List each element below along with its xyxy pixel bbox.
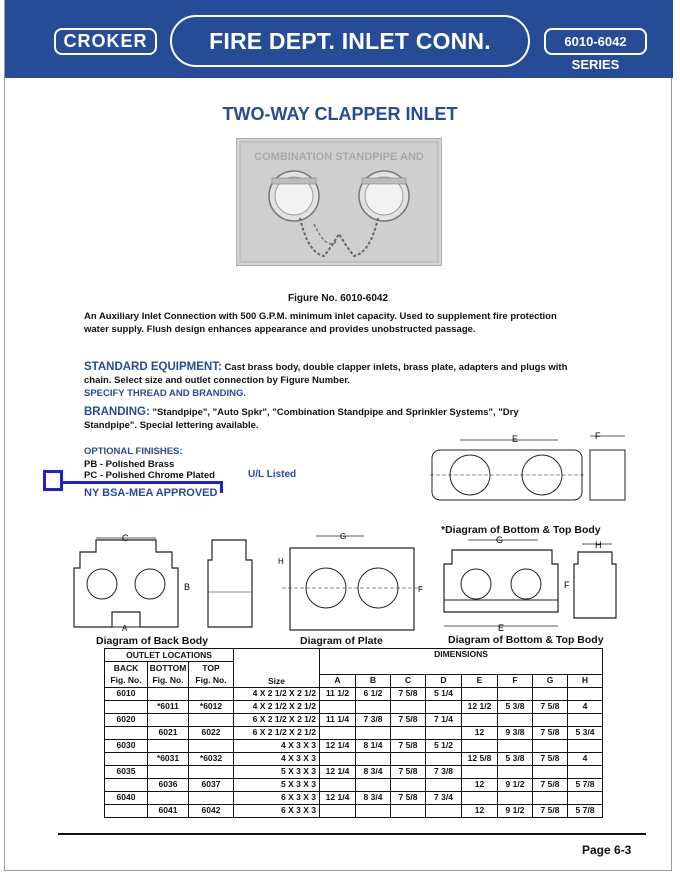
table-cell: 4 bbox=[568, 752, 603, 765]
selection-underline bbox=[63, 481, 223, 484]
page-title: FIRE DEPT. INLET CONN. FLUSH TYPE bbox=[170, 15, 530, 67]
specification-table bbox=[104, 648, 603, 818]
table-cell: 12 1/2 bbox=[462, 700, 498, 713]
footer-rule bbox=[58, 833, 646, 835]
table-cell: 4 X 3 X 3 bbox=[234, 752, 320, 765]
thread-branding-note: SPECIFY THREAD AND BRANDING. bbox=[84, 388, 247, 399]
table-cell bbox=[568, 791, 603, 804]
table-cell: *6032 bbox=[189, 752, 234, 765]
back-fig-header: Fig. No. bbox=[105, 674, 148, 687]
table-cell: 12 bbox=[462, 726, 498, 739]
table-cell: 6040 bbox=[105, 791, 148, 804]
dim-header-b: B bbox=[356, 674, 391, 687]
table-cell: 7 1/4 bbox=[426, 713, 462, 726]
table-cell bbox=[568, 739, 603, 752]
page-number: Page 6-3 bbox=[582, 843, 632, 857]
plate-lettering: COMBINATION STANDPIPE AND bbox=[254, 151, 424, 163]
table-cell bbox=[148, 687, 189, 700]
size-header: Size bbox=[234, 649, 320, 688]
table-cell bbox=[568, 713, 603, 726]
table-cell bbox=[320, 726, 356, 739]
table-cell: 12 1/4 bbox=[320, 765, 356, 778]
table-cell bbox=[105, 752, 148, 765]
table-cell: 12 bbox=[462, 778, 498, 791]
standard-equipment-label: STANDARD EQUIPMENT: bbox=[84, 361, 222, 373]
table-cell bbox=[533, 687, 568, 700]
table-cell bbox=[105, 726, 148, 739]
table-cell: 11 1/2 bbox=[320, 687, 356, 700]
table-cell: 6036 bbox=[148, 778, 189, 791]
table-cell: 7 5/8 bbox=[391, 687, 426, 700]
table-cell bbox=[462, 713, 498, 726]
table-cell bbox=[105, 778, 148, 791]
table-cell: 12 1/4 bbox=[320, 791, 356, 804]
standard-equipment bbox=[84, 361, 584, 387]
table-cell bbox=[189, 765, 234, 778]
table-cell: 6041 bbox=[148, 804, 189, 817]
table-cell: 6010 bbox=[105, 687, 148, 700]
back-dim-b: B bbox=[184, 582, 191, 592]
table-row bbox=[105, 739, 603, 752]
plate-dim-g: G bbox=[340, 532, 347, 541]
table-cell: 6037 bbox=[189, 778, 234, 791]
table-cell bbox=[356, 726, 391, 739]
table-cell: 7 5/8 bbox=[391, 739, 426, 752]
table-cell: 6022 bbox=[189, 726, 234, 739]
table-cell: 4 X 3 X 3 bbox=[234, 739, 320, 752]
dim-label-f: F bbox=[595, 431, 601, 441]
dim-header-e: E bbox=[462, 674, 498, 687]
table-cell bbox=[189, 739, 234, 752]
table-cell bbox=[533, 791, 568, 804]
finish-pb: PB - Polished Brass bbox=[84, 459, 175, 470]
table-cell bbox=[391, 752, 426, 765]
dim-header-g: G bbox=[533, 674, 568, 687]
table-cell: 5 3/8 bbox=[498, 752, 533, 765]
dimensions-header: DIMENSIONS bbox=[320, 649, 603, 675]
table-row bbox=[105, 726, 603, 739]
table-cell: 12 bbox=[462, 804, 498, 817]
table-row bbox=[105, 713, 603, 726]
table-cell: 9 1/2 bbox=[498, 804, 533, 817]
table-row bbox=[105, 687, 603, 700]
back-dim-a: A bbox=[122, 624, 128, 632]
description: An Auxiliary Inlet Connection with 500 G.P.M. minimum inlet capacity. Used to supplement fire protection water supply. Flush design enhances appearance and provides unobstructed passage. bbox=[84, 311, 557, 335]
bottom-header: BOTTOM bbox=[148, 662, 189, 675]
plate-dim-f: F bbox=[418, 585, 423, 594]
dim-header-f: F bbox=[498, 674, 533, 687]
table-cell bbox=[356, 778, 391, 791]
table-cell: 7 5/8 bbox=[533, 700, 568, 713]
bt-dim-h: H bbox=[595, 540, 602, 550]
back-dim-c: C bbox=[122, 533, 129, 543]
table-cell: 7 5/8 bbox=[391, 765, 426, 778]
table-cell bbox=[462, 687, 498, 700]
dim-header-a: A bbox=[320, 674, 356, 687]
table-row bbox=[105, 791, 603, 804]
table-cell: 6 X 2 1/2 X 2 1/2 bbox=[234, 726, 320, 739]
table-cell bbox=[568, 687, 603, 700]
table-cell: 7 3/8 bbox=[426, 765, 462, 778]
selection-tick bbox=[220, 481, 223, 493]
bottom-top-diagram bbox=[440, 534, 620, 634]
table-cell bbox=[320, 752, 356, 765]
table-cell bbox=[462, 765, 498, 778]
table-cell: 5 X 3 X 3 bbox=[234, 765, 320, 778]
table-cell: 6 X 3 X 3 bbox=[234, 804, 320, 817]
dim-header-h: H bbox=[568, 674, 603, 687]
table-row bbox=[105, 765, 603, 778]
table-cell: 7 5/8 bbox=[391, 791, 426, 804]
table-cell bbox=[462, 739, 498, 752]
table-cell: 5 1/2 bbox=[426, 739, 462, 752]
table-row bbox=[105, 804, 603, 817]
table-cell: 5 1/4 bbox=[426, 687, 462, 700]
table-cell bbox=[189, 687, 234, 700]
back-header: BACK bbox=[105, 662, 148, 675]
table-cell: 6 1/2 bbox=[356, 687, 391, 700]
product-photo bbox=[236, 138, 442, 266]
table-cell bbox=[105, 804, 148, 817]
table-cell bbox=[568, 765, 603, 778]
table-cell: *6031 bbox=[148, 752, 189, 765]
table-cell bbox=[426, 700, 462, 713]
series-badge: 6010-6042 SERIES bbox=[544, 28, 647, 55]
table-cell: 5 3/4 bbox=[568, 726, 603, 739]
table-cell bbox=[426, 726, 462, 739]
table-cell: 6 X 3 X 3 bbox=[234, 791, 320, 804]
table-cell: 9 1/2 bbox=[498, 778, 533, 791]
table-cell bbox=[356, 700, 391, 713]
table-cell: 7 5/8 bbox=[533, 752, 568, 765]
table-cell bbox=[148, 739, 189, 752]
table-cell bbox=[498, 713, 533, 726]
table-cell: 7 3/4 bbox=[426, 791, 462, 804]
table-cell: 6020 bbox=[105, 713, 148, 726]
table-cell: 7 5/8 bbox=[533, 778, 568, 791]
ul-listed: U/L Listed bbox=[248, 469, 297, 480]
top-body-diagram bbox=[430, 428, 630, 508]
dim-header-d: D bbox=[426, 674, 462, 687]
product-title: TWO-WAY CLAPPER INLET bbox=[222, 104, 458, 124]
diagram-label-back: Diagram of Back Body bbox=[96, 635, 209, 647]
bt-dim-f: F bbox=[564, 580, 570, 590]
outlet-locations-header: OUTLET LOCATIONS bbox=[105, 649, 234, 662]
table-cell: 4 bbox=[568, 700, 603, 713]
table-cell bbox=[498, 739, 533, 752]
finish-pc: PC - Polished Chrome Plated bbox=[84, 470, 215, 481]
table-cell bbox=[391, 726, 426, 739]
figure-caption: Figure No. 6010-6042 bbox=[288, 293, 389, 304]
table-cell: *6012 bbox=[189, 700, 234, 713]
diagram-label-star: *Diagram of Bottom & Top Body bbox=[441, 524, 601, 536]
table-cell: 4 X 2 1/2 X 2 1/2 bbox=[234, 687, 320, 700]
dim-header-c: C bbox=[391, 674, 426, 687]
table-cell: 5 3/8 bbox=[498, 700, 533, 713]
table-cell bbox=[356, 804, 391, 817]
table-cell: 12 5/8 bbox=[462, 752, 498, 765]
table-cell: 7 3/8 bbox=[356, 713, 391, 726]
diagram-label-bottom-top: Diagram of Bottom & Top Body bbox=[448, 634, 604, 646]
table-cell: 6042 bbox=[189, 804, 234, 817]
bt-dim-g: G bbox=[496, 535, 504, 545]
back-body-diagram bbox=[72, 532, 277, 632]
table-row bbox=[105, 700, 603, 713]
table-cell: 12 1/4 bbox=[320, 739, 356, 752]
table-row bbox=[105, 752, 603, 765]
table-cell: 4 X 2 1/2 X 2 1/2 bbox=[234, 700, 320, 713]
table-cell bbox=[320, 700, 356, 713]
table-cell bbox=[189, 713, 234, 726]
table-cell bbox=[426, 804, 462, 817]
bottom-fig-header: Fig. No. bbox=[148, 674, 189, 687]
table-cell bbox=[498, 791, 533, 804]
diagram-label-plate: Diagram of Plate bbox=[300, 635, 383, 647]
table-cell: 6030 bbox=[105, 739, 148, 752]
top-header: TOP bbox=[189, 662, 234, 675]
table-cell bbox=[391, 778, 426, 791]
table-cell bbox=[148, 713, 189, 726]
table-cell bbox=[426, 778, 462, 791]
table-cell bbox=[148, 765, 189, 778]
table-cell bbox=[391, 804, 426, 817]
table-cell bbox=[148, 791, 189, 804]
table-cell: 5 X 3 X 3 bbox=[234, 778, 320, 791]
table-cell bbox=[533, 765, 568, 778]
standard-equipment-text: Cast brass body, double clapper inlets, brass plate, adapters and plugs with chain. Select size and outlet connection by Figure Number. bbox=[84, 362, 568, 386]
table-cell: 7 5/8 bbox=[391, 713, 426, 726]
table-cell bbox=[462, 791, 498, 804]
plate-dim-h: H bbox=[278, 557, 284, 566]
table-cell bbox=[426, 752, 462, 765]
table-cell: 11 1/4 bbox=[320, 713, 356, 726]
plate-diagram bbox=[272, 530, 432, 635]
finishes-label: OPTIONAL FINISHES: bbox=[84, 446, 183, 457]
table-cell: 6 X 2 1/2 X 2 1/2 bbox=[234, 713, 320, 726]
selection-box[interactable] bbox=[43, 470, 63, 491]
table-row bbox=[105, 778, 603, 791]
table-cell: 5 7/8 bbox=[568, 778, 603, 791]
table-cell bbox=[320, 778, 356, 791]
table-cell: 8 3/4 bbox=[356, 791, 391, 804]
branding-text: "Standpipe", "Auto Spkr", "Combination Standpipe and Sprinkler Systems", "Dry Standpipe". Special lettering available. bbox=[84, 407, 519, 431]
branding-label: BRANDING: bbox=[84, 406, 150, 418]
table-cell: 9 3/8 bbox=[498, 726, 533, 739]
table-cell bbox=[533, 739, 568, 752]
table-cell bbox=[356, 752, 391, 765]
table-cell bbox=[498, 765, 533, 778]
table-cell: 6021 bbox=[148, 726, 189, 739]
table-cell: *6011 bbox=[148, 700, 189, 713]
croker-logo: CROKER bbox=[54, 28, 157, 55]
table-cell: 7 5/8 bbox=[533, 804, 568, 817]
table-cell: 7 5/8 bbox=[533, 726, 568, 739]
table-cell: 8 1/4 bbox=[356, 739, 391, 752]
bt-dim-e: E bbox=[498, 623, 505, 633]
table-cell bbox=[391, 700, 426, 713]
table-cell: 5 7/8 bbox=[568, 804, 603, 817]
table-cell bbox=[189, 791, 234, 804]
table-cell bbox=[498, 687, 533, 700]
table-cell bbox=[320, 804, 356, 817]
approval: NY BSA-MEA APPROVED bbox=[84, 487, 218, 499]
table-cell: 6035 bbox=[105, 765, 148, 778]
table-cell: 8 3/4 bbox=[356, 765, 391, 778]
table-cell bbox=[105, 700, 148, 713]
dim-label-e: E bbox=[512, 434, 519, 444]
table-cell bbox=[533, 713, 568, 726]
top-fig-header: Fig. No. bbox=[189, 674, 234, 687]
table-body bbox=[105, 687, 603, 817]
